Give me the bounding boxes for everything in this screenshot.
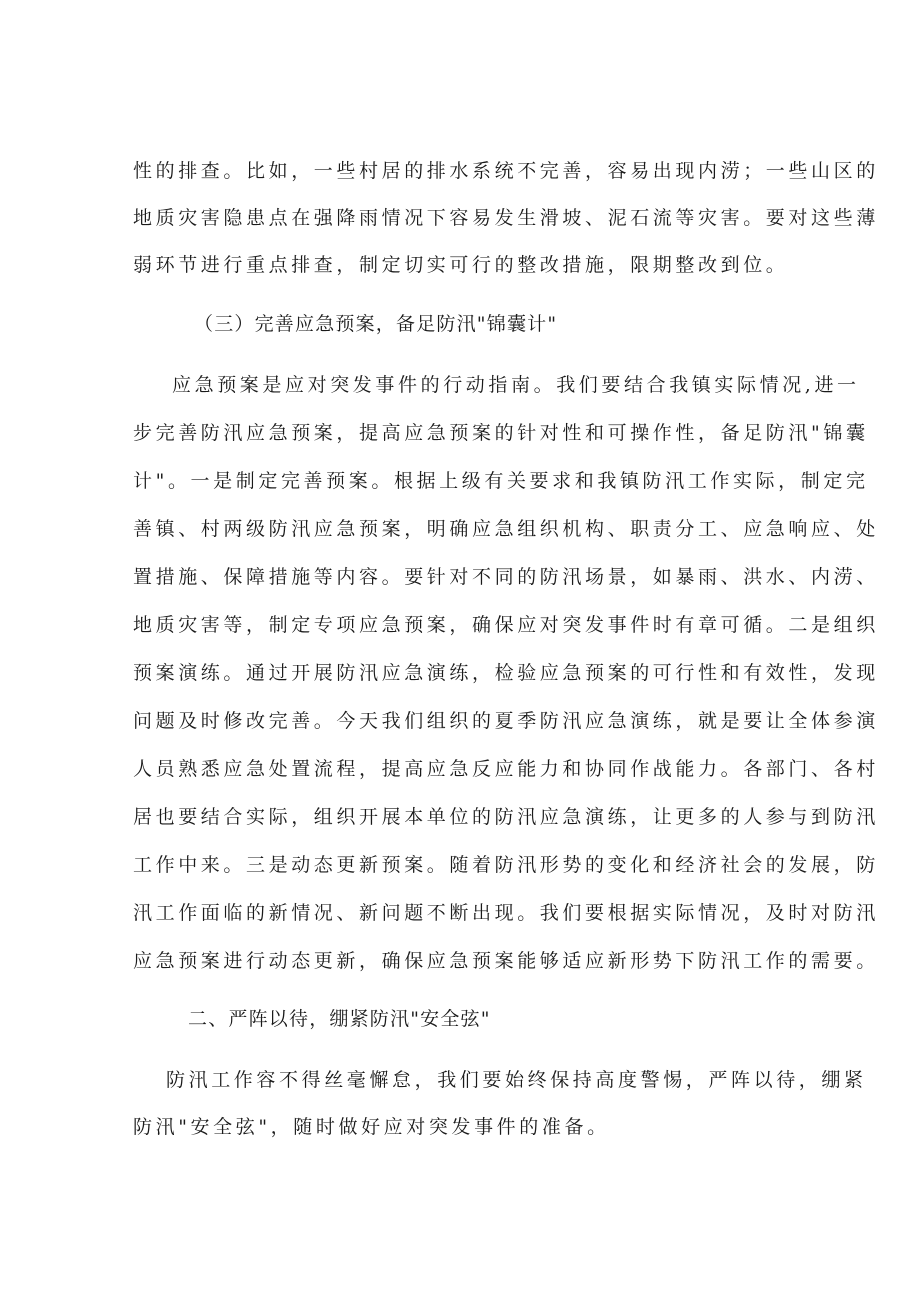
body-line: 应急预案进行动态更新，确保应急预案能够适应新形势下防汛工作的需要。 — [133, 950, 879, 972]
paragraph-first-line: 防汛工作容不得丝毫懈怠，我们要始终保持高度警惕，严阵以待，绷紧 — [166, 1069, 867, 1091]
section-heading-3: （三）完善应急预案，备足防汛"锦囊计" — [194, 313, 558, 335]
body-line: 弱环节进行重点排查，制定切实可行的整改措施，限期整改到位。 — [133, 254, 789, 276]
body-line: 问题及时修改完善。今天我们组织的夏季防汛应急演练，就是要让全体参演 — [133, 710, 879, 732]
body-line: 居也要结合实际，组织开展本单位的防汛应急演练，让更多的人参与到防汛 — [133, 806, 879, 828]
body-line: 工作中来。三是动态更新预案。随着防汛形势的变化和经济社会的发展，防 — [133, 854, 879, 876]
body-line: 地质灾害隐患点在强降雨情况下容易发生滑坡、泥石流等灾害。要对这些薄 — [133, 207, 879, 229]
body-line: 步完善防汛应急预案，提高应急预案的针对性和可操作性，备足防汛"锦囊 — [133, 422, 869, 444]
paragraph-first-line: 应急预案是应对突发事件的行动指南。我们要结合我镇实际情况,进一 — [172, 374, 860, 396]
body-line: 汛工作面临的新情况、新问题不断出现。我们要根据实际情况，及时对防汛 — [133, 902, 879, 924]
body-line: 善镇、村两级防汛应急预案，明确应急组织机构、职责分工、应急响应、处 — [133, 518, 879, 540]
body-line: 预案演练。通过开展防汛应急演练，检验应急预案的可行性和有效性，发现 — [133, 662, 879, 684]
section-heading-2: 二、严阵以待，绷紧防汛"安全弦" — [188, 1008, 491, 1030]
body-line: 防汛"安全弦"，随时做好应对突发事件的准备。 — [133, 1116, 610, 1138]
body-line: 置措施、保障措施等内容。要针对不同的防汛场景，如暴雨、洪水、内涝、 — [133, 566, 879, 588]
body-line: 性的排查。比如，一些村居的排水系统不完善，容易出现内涝；一些山区的 — [133, 160, 879, 182]
body-line: 人员熟悉应急处置流程，提高应急反应能力和协同作战能力。各部门、各村 — [133, 758, 879, 780]
body-line: 地质灾害等，制定专项应急预案，确保应对突发事件时有章可循。二是组织 — [133, 614, 879, 636]
body-line: 计"。一是制定完善预案。根据上级有关要求和我镇防汛工作实际，制定完 — [133, 470, 869, 492]
